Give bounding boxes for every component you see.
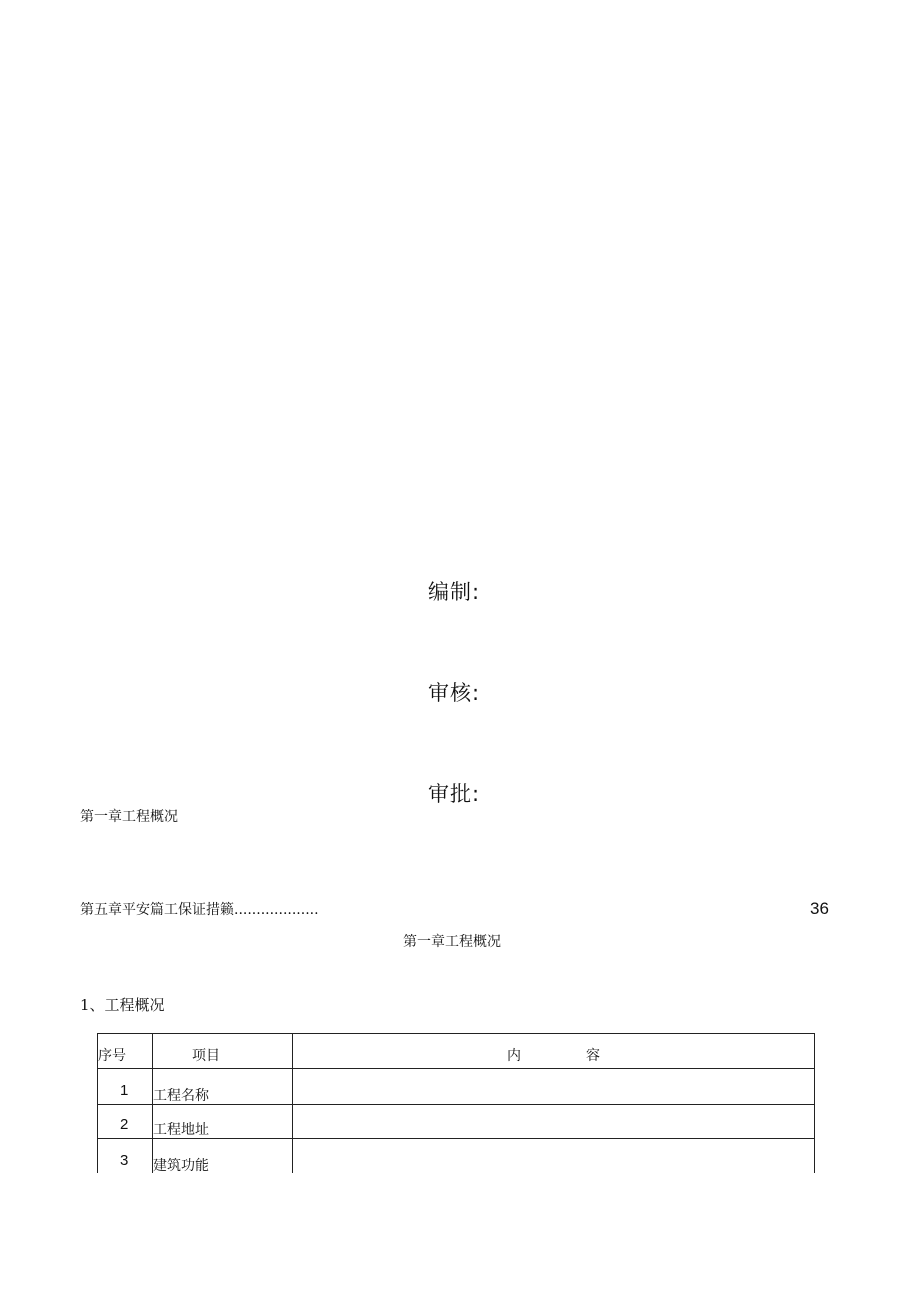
header-item: 项目 [192, 1048, 220, 1064]
toc-chapter-5 [80, 899, 319, 919]
toc-chapter-5-page: 36 [810, 899, 829, 918]
row-3-item: 建筑功能 [153, 1158, 209, 1174]
section-heading: 1、工程概况 [80, 996, 165, 1014]
header-seq: 序号 [98, 1048, 126, 1064]
table-rule [97, 1033, 815, 1034]
header-content-1: 内 [507, 1048, 521, 1064]
chapter-heading: 第一章工程概况 [403, 934, 501, 950]
toc-chapter-5-title: 第五章平安篇工保证措籁 [80, 902, 234, 918]
compiled-by-label: 编制: [428, 580, 481, 604]
project-overview-table [97, 1033, 815, 1173]
table-rule [97, 1068, 815, 1069]
row-2-seq: 2 [120, 1116, 129, 1133]
row-1-seq: 1 [120, 1082, 129, 1099]
toc-chapter-1: 第一章工程概况 [80, 809, 178, 825]
table-rule [814, 1033, 815, 1173]
reviewed-by-label: 审核: [428, 681, 481, 705]
row-1-item: 工程名称 [153, 1088, 209, 1104]
approved-by-label: 审批: [428, 782, 481, 806]
header-content-2: 容 [586, 1048, 600, 1064]
row-3-seq: 3 [120, 1152, 129, 1169]
row-2-item: 工程地址 [153, 1122, 209, 1138]
toc-leader-dots: ................... [234, 902, 319, 918]
table-rule [292, 1033, 293, 1173]
